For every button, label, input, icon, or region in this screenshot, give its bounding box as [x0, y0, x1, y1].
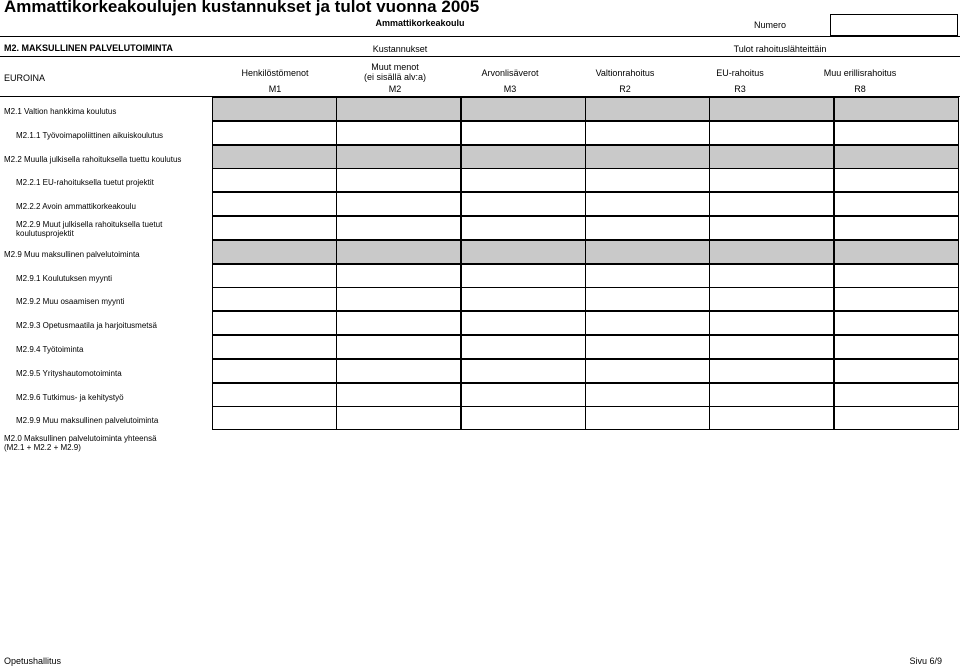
data-cell[interactable]: [212, 264, 337, 288]
data-cell[interactable]: [336, 335, 461, 359]
row-label: M2.2 Muulla julkisella rahoituksella tuettu koulutus: [4, 155, 182, 164]
number-label: Numero: [753, 20, 786, 30]
row-label: M2.9.2 Muu osaamisen myynti: [16, 297, 125, 306]
column-header-code: R8: [854, 84, 866, 94]
unit-label: EUROINA: [4, 73, 46, 83]
data-cell[interactable]: [834, 287, 959, 311]
data-cell[interactable]: [461, 406, 586, 430]
data-cell[interactable]: [585, 335, 710, 359]
number-input[interactable]: [830, 14, 958, 36]
data-cell[interactable]: [585, 359, 710, 383]
data-cell[interactable]: [834, 192, 959, 216]
data-cell[interactable]: [212, 359, 337, 383]
row-label: M2.9.4 Työtoiminta: [16, 345, 84, 354]
data-cell[interactable]: [212, 121, 337, 145]
data-cell[interactable]: [585, 264, 710, 288]
data-cell[interactable]: [709, 216, 834, 240]
data-cell[interactable]: [585, 145, 710, 169]
data-cell[interactable]: [709, 359, 834, 383]
page-title: Ammattikorkeakoulujen kustannukset ja tulot vuonna 2005: [4, 0, 480, 16]
data-cell[interactable]: [709, 168, 834, 192]
data-cell[interactable]: [212, 97, 337, 121]
data-cell[interactable]: [709, 145, 834, 169]
row-label: M2.9.5 Yrityshautomotoiminta: [16, 369, 122, 378]
data-cell[interactable]: [834, 406, 959, 430]
column-header-name: Muu erillisrahoitus: [823, 68, 897, 78]
data-cell[interactable]: [212, 383, 337, 407]
row-label: M2.9.6 Tutkimus- ja kehitystyö: [16, 393, 124, 402]
footer-right: Sivu 6/9: [909, 656, 942, 666]
data-cell[interactable]: [709, 97, 834, 121]
column-header-code: M3: [503, 84, 517, 94]
data-cell[interactable]: [585, 97, 710, 121]
data-cell[interactable]: [709, 335, 834, 359]
data-cell[interactable]: [834, 383, 959, 407]
data-cell[interactable]: [461, 192, 586, 216]
data-cell[interactable]: [709, 240, 834, 264]
data-cell[interactable]: [709, 406, 834, 430]
row-label: M2.2.1 EU-rahoituksella tuetut projektit: [16, 178, 154, 187]
data-cell[interactable]: [709, 264, 834, 288]
divider: [0, 36, 960, 37]
org-label: Ammattikorkeakoulu: [375, 18, 465, 28]
data-cell[interactable]: [709, 287, 834, 311]
data-cell[interactable]: [336, 145, 461, 169]
data-cell[interactable]: [585, 168, 710, 192]
data-cell[interactable]: [461, 311, 586, 335]
data-cell[interactable]: [336, 311, 461, 335]
column-header-name: Arvonlisäverot: [481, 68, 539, 78]
data-cell[interactable]: [336, 359, 461, 383]
data-cell[interactable]: [461, 97, 586, 121]
data-cell[interactable]: [212, 311, 337, 335]
income-header: Tulot rahoituslähteittäin: [733, 44, 827, 54]
data-cell[interactable]: [212, 168, 337, 192]
data-cell[interactable]: [834, 264, 959, 288]
data-cell[interactable]: [212, 240, 337, 264]
data-cell[interactable]: [336, 240, 461, 264]
data-cell[interactable]: [709, 311, 834, 335]
footer-left: Opetushallitus: [4, 656, 62, 666]
data-cell[interactable]: [336, 383, 461, 407]
column-header-code: R2: [619, 84, 631, 94]
column-header-code: M1: [268, 84, 282, 94]
column-header-name: Henkilöstömenot: [241, 68, 309, 78]
data-cell[interactable]: [834, 168, 959, 192]
data-cell[interactable]: [585, 383, 710, 407]
data-cell[interactable]: [336, 406, 461, 430]
data-cell[interactable]: [834, 145, 959, 169]
row-label: M2.2.2 Avoin ammattikorkeakoulu: [16, 202, 136, 211]
data-cell[interactable]: [834, 121, 959, 145]
data-cell[interactable]: [585, 287, 710, 311]
data-cell[interactable]: [709, 192, 834, 216]
data-cell[interactable]: [461, 240, 586, 264]
data-cell[interactable]: [461, 168, 586, 192]
data-cell[interactable]: [834, 311, 959, 335]
data-cell[interactable]: [834, 240, 959, 264]
data-cell[interactable]: [212, 145, 337, 169]
data-cell[interactable]: [336, 287, 461, 311]
data-cell[interactable]: [585, 406, 710, 430]
data-cell[interactable]: [461, 264, 586, 288]
data-cell[interactable]: [212, 335, 337, 359]
data-cell[interactable]: [336, 216, 461, 240]
data-cell[interactable]: [212, 192, 337, 216]
column-header-name: EU-rahoitus: [716, 68, 764, 78]
data-cell[interactable]: [585, 311, 710, 335]
data-cell[interactable]: [585, 121, 710, 145]
data-cell[interactable]: [585, 192, 710, 216]
data-cell[interactable]: [461, 359, 586, 383]
data-cell[interactable]: [709, 383, 834, 407]
data-cell[interactable]: [461, 145, 586, 169]
column-header-name: Muut menot (ei sisällä alv:a): [363, 62, 427, 82]
row-label: M2.1 Valtion hankkima koulutus: [4, 107, 117, 116]
data-cell[interactable]: [461, 335, 586, 359]
row-label: M2.1.1 Työvoimapoliittinen aikuiskoulutus: [16, 131, 164, 140]
row-label: M2.9.9 Muu maksullinen palvelutoiminta: [16, 416, 159, 425]
row-label: M2.9.3 Opetusmaatila ja harjoitusmetsä: [16, 321, 157, 330]
data-cell[interactable]: [336, 192, 461, 216]
data-cell[interactable]: [834, 335, 959, 359]
data-cell[interactable]: [709, 121, 834, 145]
column-header-name: Valtionrahoitus: [595, 68, 655, 78]
data-cell[interactable]: [834, 359, 959, 383]
row-label: M2.9.1 Koulutuksen myynti: [16, 274, 113, 283]
data-cell[interactable]: [834, 216, 959, 240]
data-cell[interactable]: [461, 121, 586, 145]
divider: [0, 56, 960, 57]
row-label: M2.9 Muu maksullinen palvelutoiminta: [4, 250, 140, 259]
data-cell[interactable]: [834, 97, 959, 121]
row-label: M2.0 Maksullinen palvelutoiminta yhteensä (M2.1 + M2.2 + M2.9): [4, 434, 157, 452]
costs-header: Kustannukset: [372, 44, 428, 54]
data-cell[interactable]: [212, 406, 337, 430]
data-cell[interactable]: [461, 216, 586, 240]
data-cell[interactable]: [336, 97, 461, 121]
section-title: M2. MAKSULLINEN PALVELUTOIMINTA: [4, 43, 173, 53]
column-header-code: M2: [388, 84, 402, 94]
data-cell[interactable]: [585, 216, 710, 240]
data-cell[interactable]: [461, 383, 586, 407]
data-cell[interactable]: [336, 168, 461, 192]
data-cell[interactable]: [212, 287, 337, 311]
data-cell[interactable]: [585, 240, 710, 264]
row-label: M2.2.9 Muut julkisella rahoituksella tuetut koulutusprojektit: [16, 220, 163, 238]
data-cell[interactable]: [461, 287, 586, 311]
column-header-code: R3: [734, 84, 746, 94]
data-cell[interactable]: [336, 264, 461, 288]
data-cell[interactable]: [336, 121, 461, 145]
data-cell[interactable]: [212, 216, 337, 240]
